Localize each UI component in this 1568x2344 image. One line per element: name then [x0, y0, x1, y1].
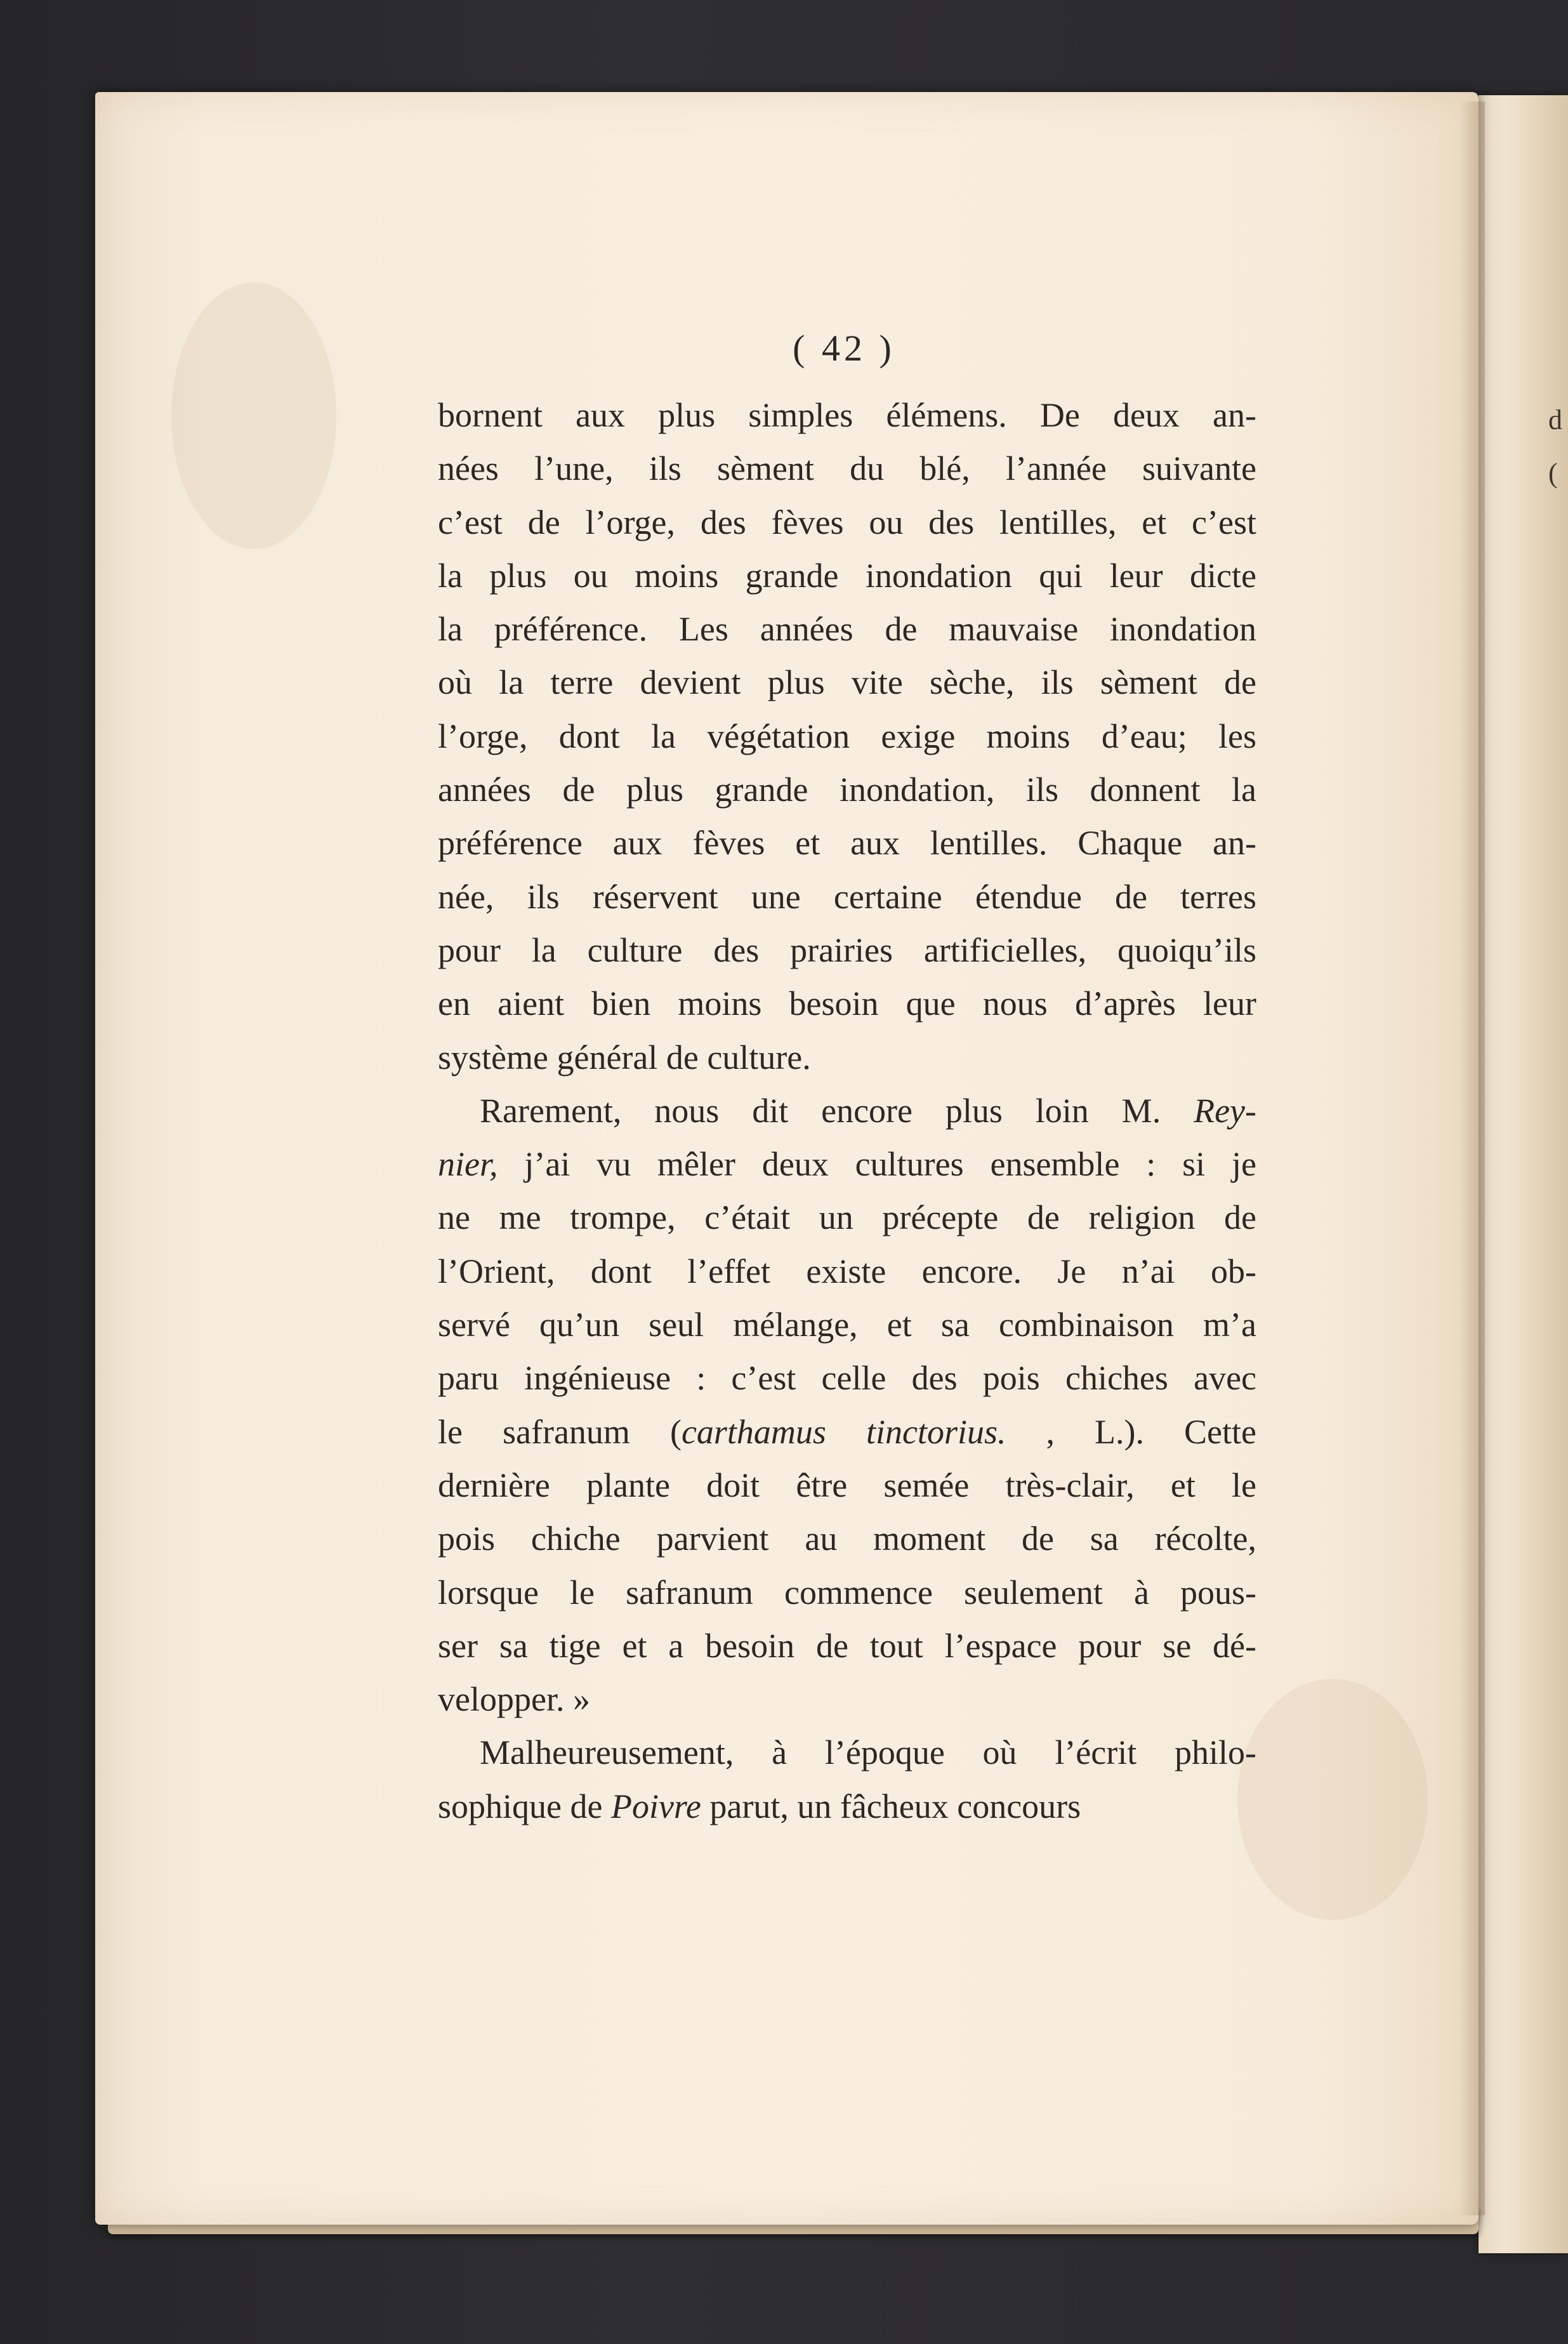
text-line: préférence aux fèves et aux lentilles. Chaque an-	[438, 824, 1256, 863]
text-segment: j’ai vu mêler deux cultures ensemble : si je	[497, 1145, 1256, 1184]
facing-page-fragment-1: d	[1548, 404, 1562, 435]
text-line: l’orge, dont la végétation exige moins d’eau; les	[438, 717, 1256, 755]
facing-page-fragment-2: (	[1548, 458, 1558, 489]
gutter-shadow	[1459, 102, 1485, 2215]
italic-text: carthamus tinctorius.	[681, 1412, 1006, 1451]
text-line: la plus ou moins grande inondation qui leur dicte	[438, 556, 1256, 595]
text-line: dernière plante doit être semée très-clair, et le	[438, 1466, 1256, 1504]
paper-stain	[171, 282, 336, 549]
text-line: servé qu’un seul mélange, et sa combinaison m’a	[438, 1306, 1256, 1344]
text-line: l’Orient, dont l’effet existe encore. Je n’ai ob-	[438, 1252, 1256, 1290]
text-line: lorsque le safranum commence seulement à pous-	[438, 1573, 1256, 1612]
text-line: Malheureusement, à l’époque où l’écrit philo-	[480, 1733, 1256, 1772]
text-line	[438, 1780, 1256, 1833]
text-line	[438, 1084, 1256, 1137]
text-line: système général de culture.	[438, 1038, 811, 1076]
paper-stain	[1237, 1679, 1428, 1920]
text-line: ser sa tige et a besoin de tout l’espace pour se dé-	[438, 1626, 1256, 1665]
text-line: paru ingénieuse : c’est celle des pois chiches avec	[438, 1359, 1256, 1398]
facing-page-edge	[1479, 95, 1568, 2253]
text-segment: le safranum (	[438, 1412, 682, 1451]
text-segment: , L.). Cette	[1006, 1412, 1256, 1451]
text-line: en aient bien moins besoin que nous d’après leur	[438, 984, 1256, 1023]
text-line: années de plus grande inondation, ils donnent la	[438, 771, 1256, 809]
text-line: où la terre devient plus vite sèche, ils sèment de	[438, 663, 1256, 702]
text-line: nées l’une, ils sèment du blé, l’année suivante	[438, 449, 1256, 488]
italic-text: nier,	[438, 1145, 498, 1184]
text-line: velopper. »	[438, 1680, 590, 1719]
text-line	[438, 1137, 1256, 1191]
text-line: pois chiche parvient au moment de sa récolte,	[438, 1520, 1256, 1558]
text-line: pour la culture des prairies artificielles, quoiqu’ils	[438, 930, 1256, 969]
text-line: ne me trompe, c’était un précepte de religion de	[438, 1198, 1256, 1237]
text-segment: parut, un fâcheux concours	[701, 1787, 1081, 1825]
italic-text: Rey-	[1194, 1091, 1256, 1130]
page-number: ( 42 )	[793, 328, 895, 369]
italic-text: Poivre	[610, 1787, 701, 1825]
text-segment: Rarement, nous dit encore plus loin M.	[480, 1091, 1194, 1130]
text-line: c’est de l’orge, des fèves ou des lentilles, et c’est	[438, 503, 1256, 541]
text-line: bornent aux plus simples élémens. De deux an-	[438, 396, 1256, 434]
text-line: la préférence. Les années de mauvaise inondation	[438, 610, 1256, 649]
text-line: née, ils réservent une certaine étendue de terres	[438, 877, 1256, 916]
body-text	[438, 388, 1256, 1833]
text-segment: sophique de	[438, 1787, 611, 1825]
text-line	[438, 1405, 1256, 1459]
